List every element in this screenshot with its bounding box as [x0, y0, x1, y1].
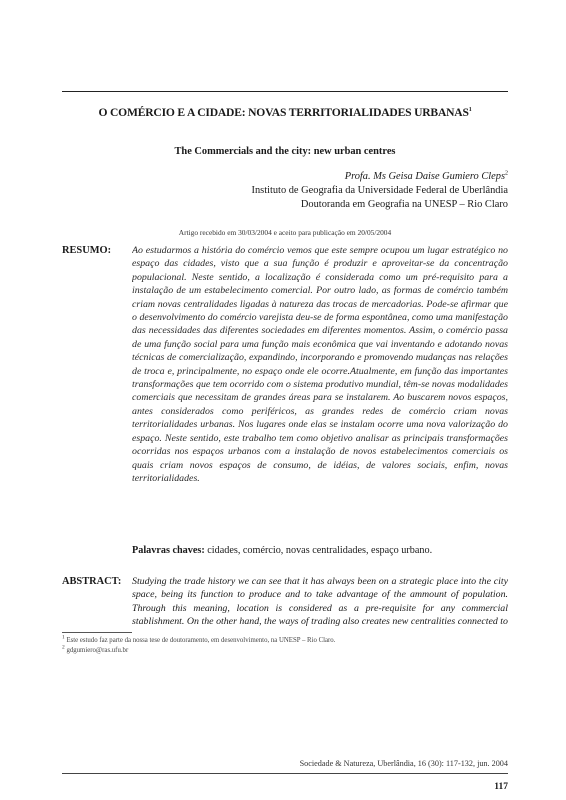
- header-rule: [62, 91, 508, 92]
- article-subtitle: The Commercials and the city: new urban centres: [174, 146, 396, 157]
- article-title: [62, 106, 508, 119]
- author-footnote-marker: 2: [505, 170, 508, 177]
- footnote-marker: 1: [62, 634, 65, 641]
- author-block: [252, 170, 509, 212]
- footnote-email[interactable]: gdgumiero@ras.ufu.br: [66, 646, 129, 654]
- keywords-label: Palavras chaves:: [132, 545, 205, 556]
- footnotes: [62, 636, 508, 655]
- footnote-text: Este estudo faz parte da nossa tese de doutoramento, em desenvolvimento, na UNESP – Rio Claro.: [66, 637, 336, 644]
- journal-rule: [62, 773, 508, 774]
- page-number: 117: [494, 782, 508, 792]
- keywords-text: cidades, comércio, novas centralidades, espaço urbano.: [204, 545, 433, 556]
- resumo-label: RESUMO:: [62, 245, 112, 256]
- received-date: Artigo recebido em 30/03/2004 e aceito para publicação em 20/05/2004: [178, 228, 392, 237]
- journal-reference: Sociedade & Natureza, Uberlândia, 16 (30): 117-132, jun. 2004: [299, 759, 508, 768]
- footnote: [62, 636, 508, 646]
- author-name: Profa. Ms Geisa Daise Gumiero Cleps: [344, 171, 505, 182]
- footnote-marker: 2: [62, 644, 65, 651]
- resumo-text: Ao estudarmos a história do comércio vemos que este sempre ocupou um lugar estratégico no espaço das cidades, visto que a sua função é produzir e aproveitar-se da concentração populacional. Neste sentido, a localização é considerada como um pré-requisito para a instalação de um estabelecimento comercial. Por outro lado, as formas de comércio também criam novas centralidades ligadas à natureza das trocas de mercadorias. Pode-se afirmar que o desenvolvimento do comércio varejista deu-se de forma espontânea, como uma manifestação das necessidades das diferentes sociedades em diferentes momentos. Assim, o comércio passa de uma função social para uma função mais econômica que vai inventando e adotando novas técnicas de comercialização, expandindo, incorporando e promovendo mudanças nas relações de troca e, principalmente, no espaço onde ele ocorre.Atualmente, em função das importantes transformações que tem ocorrido com o sistema produtivo mundial, têm-se novas modalidades comerciais que necessitam de grandes áreas para se instalarem. Ao buscarem novos espaços, antes considerados como periféricos, as grandes redes de comércio criam novas territorialidades urbanas. Nos lugares onde elas se instalam ocorre uma nova valorização do espaço. Neste sentido, este trabalho tem como objetivo analisar as principais transformações ocorridas nos espaços urbanos com a instalação de novos estabelecimentos comerciais os quais criam novos espaços de consumo, de idéias, de valores sociais, enfim, novas territorialidades.: [132, 245, 508, 484]
- abstract-label: ABSTRACT:: [62, 576, 122, 587]
- article-title-text: O COMÉRCIO E A CIDADE: NOVAS TERRITORIALIDADES URBANAS: [98, 106, 469, 119]
- author-affiliation: Instituto de Geografia da Universidade Federal de Uberlândia: [251, 185, 508, 196]
- abstract-text: Studying the trade history we can see that it has always been on a strategic place into the city space, being its function to produce and to take advantage of the ammount of population. Through this meaning, location is considered as a pre-requisite for any commercial stablishment. On the other hand, the ways of trading also creates new centralities connected to: [132, 576, 508, 628]
- author-doctorate: Doutoranda em Geografia na UNESP – Rio Claro: [300, 199, 508, 210]
- footnote: [62, 646, 508, 656]
- keywords: [132, 545, 508, 556]
- title-footnote-marker: 1: [468, 107, 472, 114]
- footnote-rule: [62, 632, 132, 633]
